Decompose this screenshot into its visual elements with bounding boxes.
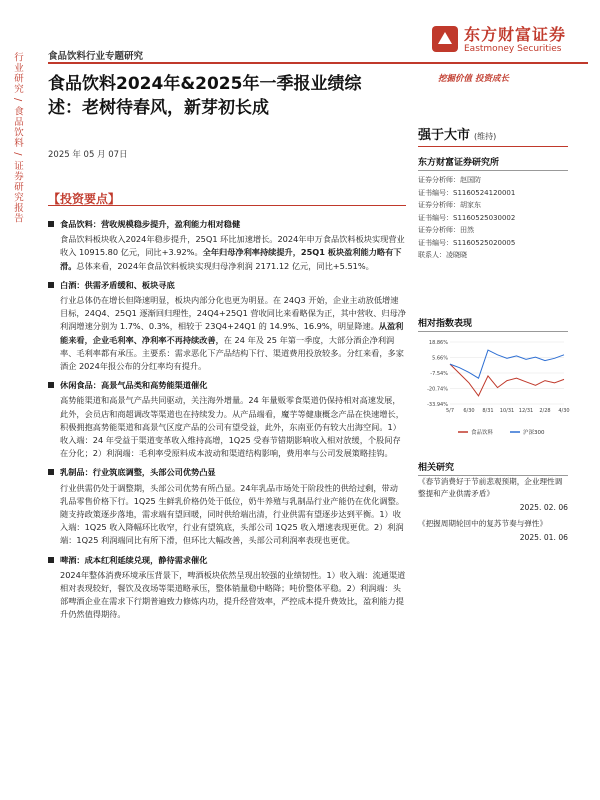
logo-chinese-name: 东方财富证券 bbox=[464, 25, 567, 44]
y-tick-label: -20.74% bbox=[427, 386, 448, 393]
bullet-square-icon bbox=[48, 469, 54, 475]
header-divider bbox=[48, 62, 588, 64]
rating-note: (维持) bbox=[474, 132, 497, 141]
report-category-label: 食品饮料行业专题研究 bbox=[48, 51, 144, 62]
investment-points bbox=[48, 212, 406, 626]
rating-label: 强于大市 bbox=[418, 128, 471, 143]
related-report-date: 2025. 01. 06 bbox=[519, 533, 568, 542]
analyst-line: 证券分析师：胡家东 bbox=[418, 201, 481, 209]
y-tick-label: -33.94% bbox=[427, 402, 448, 408]
paragraph-text: 行业供需仍处于调整期，头部公司优势有所凸显。24年乳品市场处于阶段性的供给过剩，带动乳品零售价格下行。1Q25 生鲜乳价格仍处于低位，奶牛养殖与乳制品行业产能仍在优化调整。随支持政策逐步落地，需求端有望回暖，同时供给端出清，行业供需有望逐步达到平衡。1）收入端：1Q25 收入降幅环比收窄，行业有望筑底，头部公司 1Q25 收入增速表现更优。2）利润端：1Q25 利润端同比有所下滑，但环比大幅改善，头部公司利润率表现也更优。 bbox=[60, 482, 404, 546]
company-logo bbox=[430, 20, 600, 60]
analyst-line: 证书编号：S1160525030002 bbox=[418, 213, 516, 222]
bullet-square-icon bbox=[48, 382, 54, 388]
paragraph-text-continued: 总体来看，2024年食品饮料板块实现归母净利润 2171.12 亿元，同比+5.51%。 bbox=[76, 260, 374, 271]
paragraph-text: 2024年整体消费环境承压背景下，啤酒板块依然呈现出较强的业绩韧性。1）收入端：流通渠道相对表现较好，餐饮及夜场等渠道略承压，整体销量稳中略降；吨价整体平稳。2）利润端：头部啤酒企业在需求下行期普遍致力修炼内功，提升经营效率，严控成本提升费效比，盈利能力提升仍然值得期待。 bbox=[60, 569, 406, 620]
bullet-heading bbox=[48, 279, 406, 292]
section-title: 【投资要点】 bbox=[48, 192, 121, 206]
series-line-csi300 bbox=[450, 350, 564, 378]
rating-box bbox=[418, 124, 568, 147]
section-heading bbox=[48, 188, 406, 206]
paragraph-emphasis: 全年归母净利率持续提升，25Q1 板块盈利能力略有下滑。 bbox=[60, 247, 402, 271]
bullet-paragraph bbox=[48, 394, 406, 460]
bullet-paragraph bbox=[48, 294, 406, 373]
bullet-heading bbox=[48, 218, 406, 231]
related-research-title: 相关研究 bbox=[418, 460, 568, 476]
analyst-line: 证书编号：S1160524120001 bbox=[418, 188, 516, 197]
legend-label: 沪深300 bbox=[523, 430, 545, 436]
analyst-line: 联系人：凌晓晓 bbox=[418, 251, 467, 259]
related-report-link[interactable]: 《把握周期轮回中的复苏节奏与弹性》 bbox=[418, 519, 548, 528]
report-date: 2025 年 05 月 07日 bbox=[48, 150, 128, 160]
bullet-paragraph bbox=[48, 233, 406, 273]
series-line-food-beverage bbox=[450, 364, 564, 396]
report-header bbox=[38, 14, 567, 66]
bullet-heading bbox=[48, 466, 406, 479]
bullet-title: 食品饮料：营收规模稳步提升，盈利能力相对稳健 bbox=[60, 219, 241, 229]
analyst-line: 证书编号：S1160525020005 bbox=[418, 238, 516, 247]
analyst-line: 证券分析师：赵国防 bbox=[418, 176, 481, 184]
bullet-square-icon bbox=[48, 557, 54, 563]
bullet-heading bbox=[48, 379, 406, 392]
x-tick-label: 12/31 bbox=[518, 408, 534, 414]
bullet-paragraph bbox=[48, 569, 406, 622]
bullet-square-icon bbox=[48, 282, 54, 288]
bullet-heading bbox=[48, 554, 406, 567]
paragraph-text-continued: 在 24 年及 25 年第一季度，大部分酒企净利润率、毛利率都有承压。主要系：需求恶化下产品结构下行、渠道费用投放较多。分红来看，多家酒企 2024年报公布的分红率均有提升。 bbox=[60, 334, 404, 372]
bullet-title: 啤酒：成本红利延续兑现，静待需求催化 bbox=[60, 554, 208, 565]
x-tick-label: 6/30 bbox=[463, 408, 475, 414]
bullet-title: 休闲食品：高景气品类和高势能渠道催化 bbox=[60, 380, 208, 391]
paragraph-text: 行业总体仍在增长但降速明显，板块内部分化也更为明显。在 24Q3 开始，企业主动放低增速目标，24Q4、25Q1 逐渐回归理性，24Q4+25Q1 营收同比来看略保为正，其中营收、归母净利润增速分别为 1.7%、0.3%，相较于 23Q4+24Q1 的 14.9%、16.9%，明显降速。 bbox=[60, 295, 406, 332]
paragraph-text: 高势能渠道和高景气产品共同驱动，关注海外增量。24 年量贩零食渠道仍保持相对高速发展，此外，会员店和商超调改等渠道也在持续发力。从产品端看，魔芋等健康概念产品在快速增长，积极拥抱高势能渠道和高景气区度产品的公司有望受益，此外，东南亚仍有较大出海空间。1）收入端：24 年受益于渠道变革收入维持高增，1Q25 受春节错期影响收入相对放缓，个股间存在分化；2）利润端：毛利率受原料成本波动和渠道结构影响，费用率与公司发展策略挂钩。 bbox=[60, 395, 404, 459]
logo-mark-icon bbox=[430, 24, 460, 54]
logo-english-name: Eastmoney Securities bbox=[464, 44, 562, 54]
side-category-strip: 行业研究 / 食品饮料 / 证券研究报告 bbox=[12, 52, 23, 224]
analyst-list bbox=[418, 174, 568, 262]
related-report-link[interactable]: 《春节消费好于节前悲观预期，企业理性调整提和产业供需矛盾》 bbox=[418, 477, 563, 498]
bullet-square-icon bbox=[48, 221, 54, 227]
legend-label: 食品饮料 bbox=[471, 430, 494, 436]
perf-chart-title: 相对指数表现 bbox=[418, 316, 568, 332]
report-title: 食品饮料2024年&2025年一季报业绩综述：老树待春风，新芽初长成 bbox=[48, 74, 362, 118]
analyst-line: 证券分析师：田然 bbox=[418, 226, 474, 234]
x-tick-label: 4/30 bbox=[558, 408, 570, 414]
y-tick-label: 5.66% bbox=[432, 355, 448, 362]
bullet-title: 乳制品：行业筑底调整，头部公司优势凸显 bbox=[60, 467, 216, 478]
company-slogan: 挖掘价值 投资成长 bbox=[438, 74, 509, 84]
sidebar-info bbox=[418, 124, 568, 262]
paragraph-text: 食品饮料板块收入2024年稳步提升，25Q1 环比加速增长。2024年申万食品饮料板块实现营业收入 10915.80 亿元，同比+3.92%。 bbox=[60, 234, 405, 258]
paragraph-emphasis: 从盈利能来看，企业毛利率、净利率不再持续改善， bbox=[60, 321, 404, 345]
related-research-list bbox=[418, 476, 568, 548]
y-tick-label: -7.54% bbox=[430, 371, 448, 377]
bullet-title: 白酒：供需矛盾缓和、板块寻底 bbox=[60, 279, 175, 290]
institute-name: 东方财富证券研究所 bbox=[418, 155, 568, 171]
x-tick-label: 10/31 bbox=[499, 408, 515, 414]
bullet-paragraph bbox=[48, 482, 406, 548]
x-tick-label: 2/28 bbox=[539, 408, 551, 414]
related-report-date: 2025. 02. 06 bbox=[519, 503, 568, 512]
x-tick-label: 5/7 bbox=[445, 408, 455, 414]
relative-index-chart bbox=[418, 334, 568, 444]
x-tick-label: 8/31 bbox=[482, 408, 494, 414]
y-tick-label: 18.86% bbox=[428, 340, 448, 346]
